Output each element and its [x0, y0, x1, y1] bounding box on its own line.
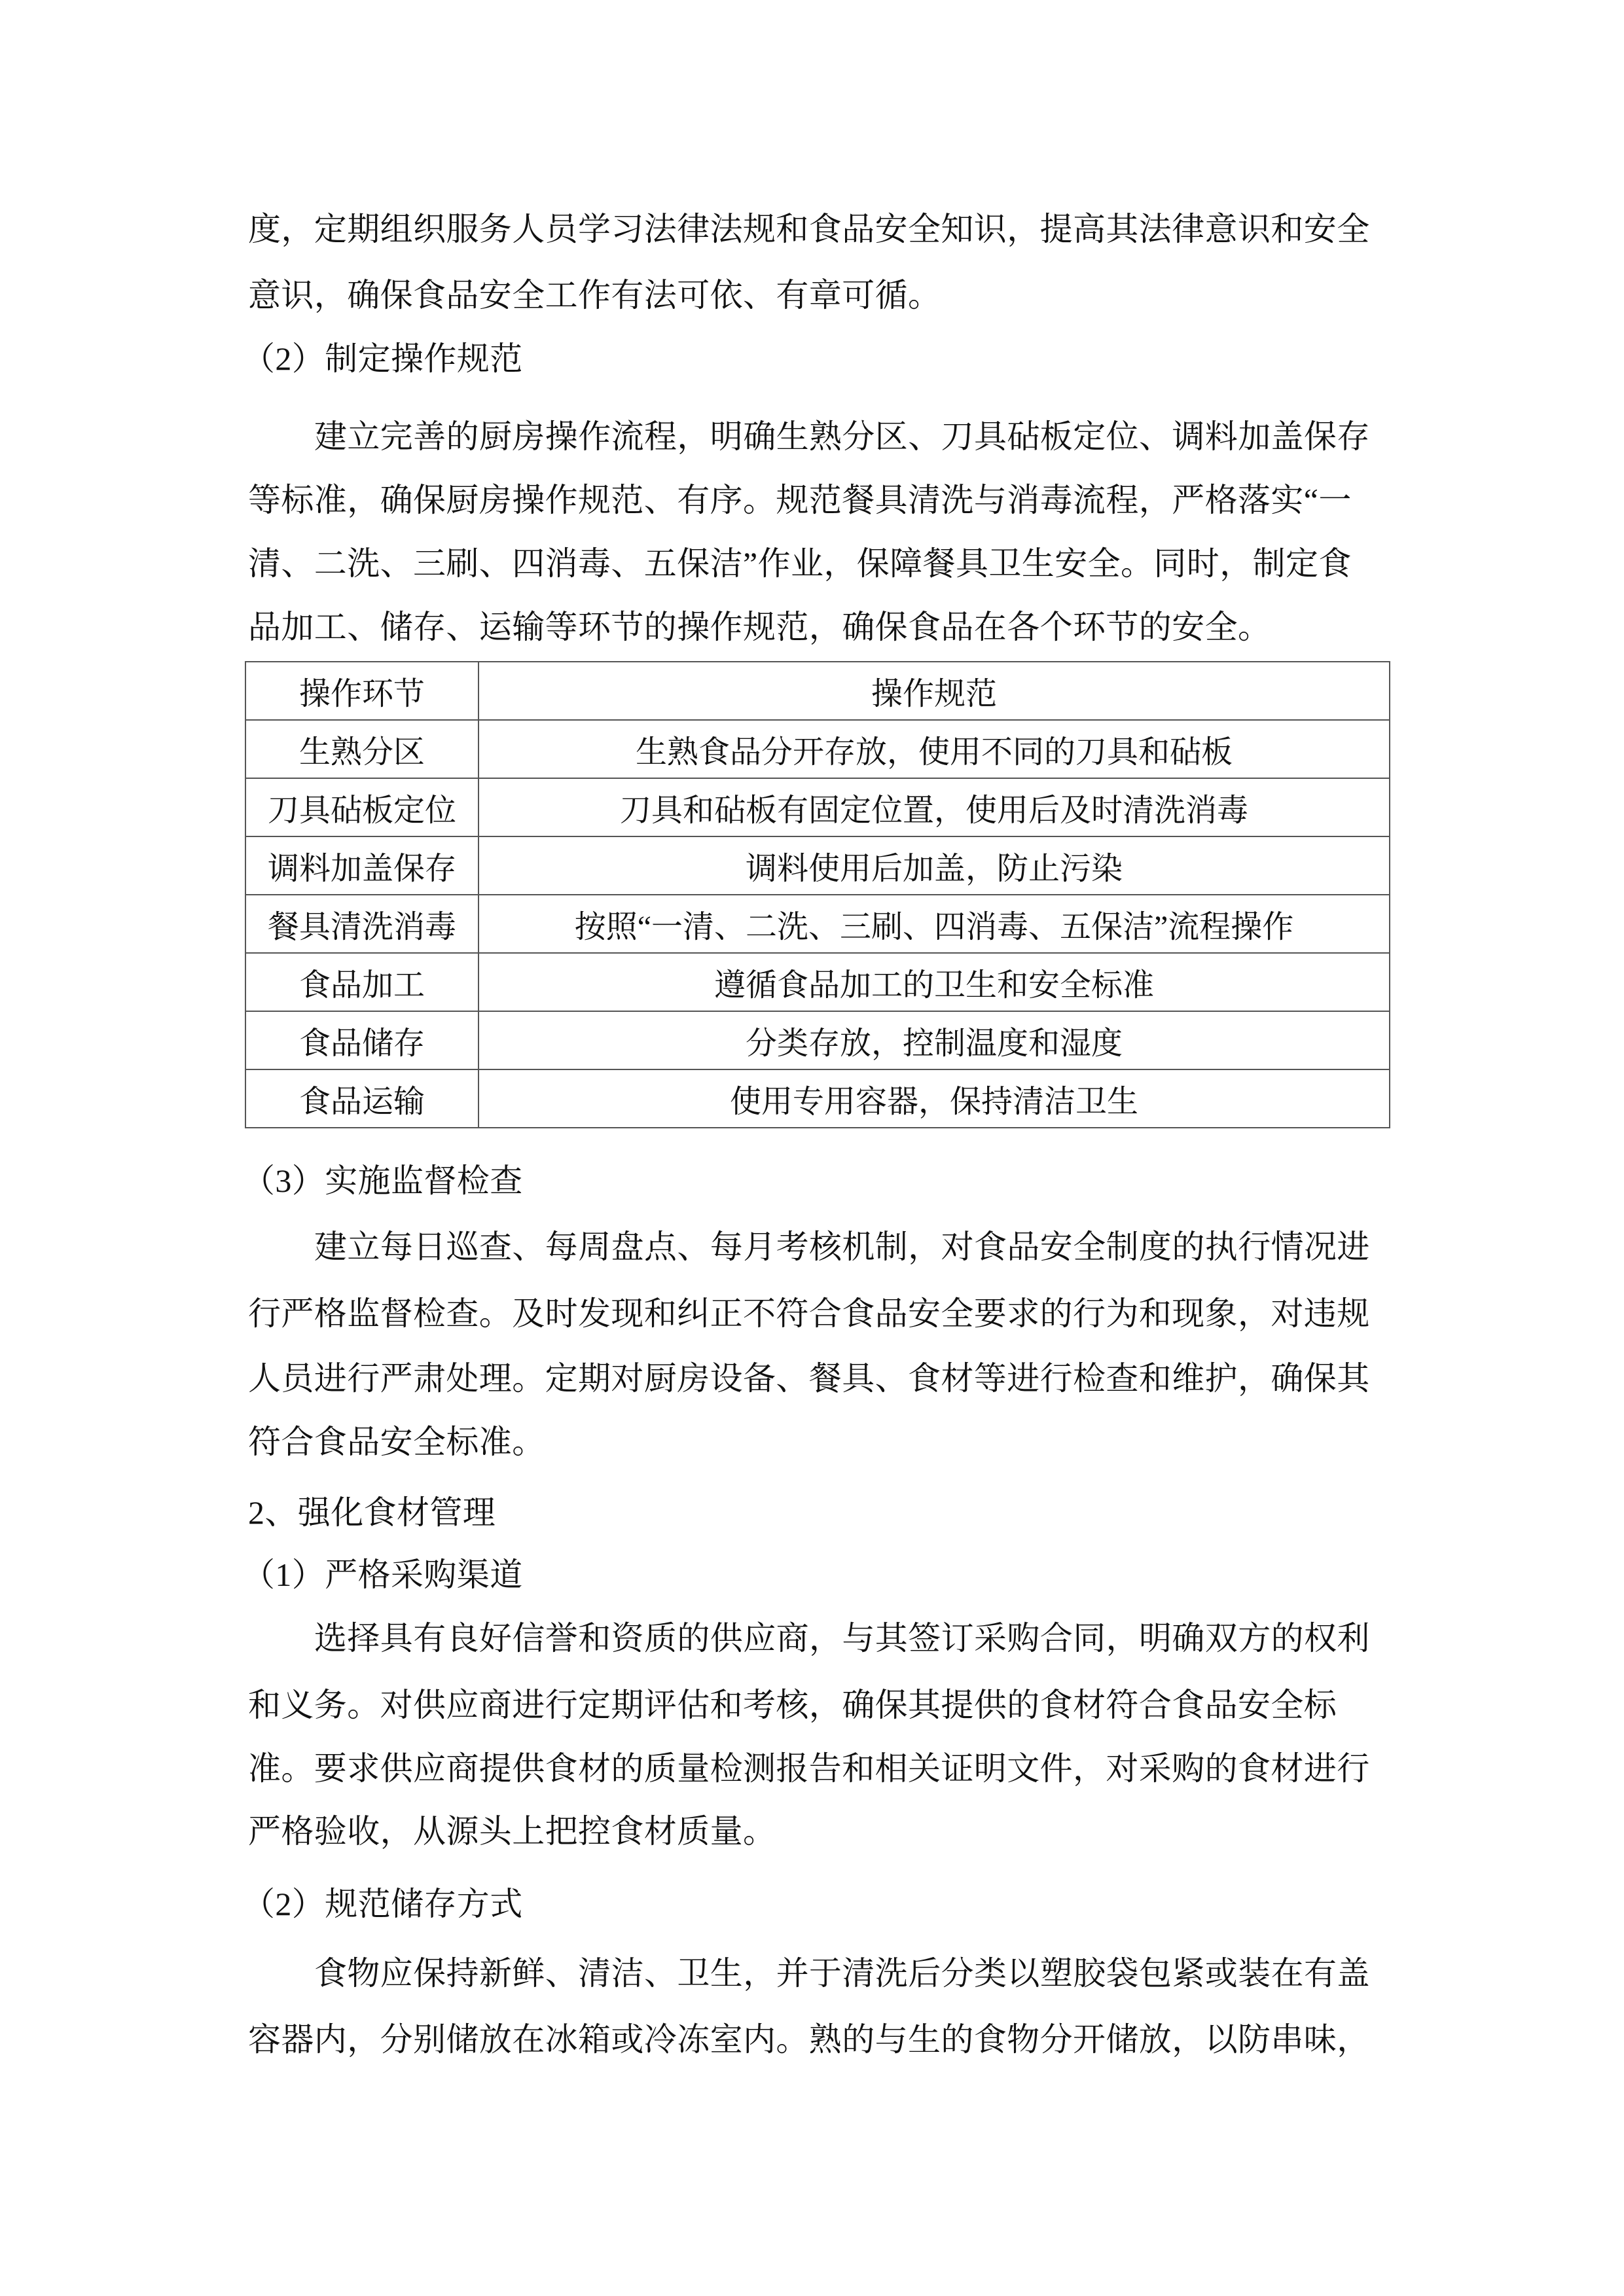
cell-spec: 遵循食品加工的卫生和安全标准 [478, 953, 1390, 1011]
cell-spec: 使用专用容器，保持清洁卫生 [478, 1069, 1390, 1128]
cell-spec: 刀具和砧板有固定位置，使用后及时清洗消毒 [478, 778, 1390, 836]
subheading: （2）规范储存方式 [242, 1886, 523, 1922]
cell-spec: 调料使用后加盖，防止污染 [478, 836, 1390, 895]
table-row [245, 1011, 1390, 1069]
table-row [245, 778, 1390, 836]
paragraph-line: 符合食品安全标准。 [248, 1424, 545, 1460]
section-heading: 2、强化食材管理 [248, 1494, 496, 1531]
cell-spec: 分类存放，控制温度和湿度 [478, 1011, 1390, 1069]
table-row [245, 720, 1390, 778]
heading-2: （2）制定操作规范 [242, 340, 523, 377]
header-cell: 操作规范 [478, 662, 1390, 720]
paragraph-line: 容器内，分别储放在冰箱或冷冻室内。熟的与生的食物分开储放，以防串味， [248, 2021, 1370, 2058]
cell-step: 生熟分区 [245, 720, 478, 778]
paragraph-line: 和义务。对供应商进行定期评估和考核，确保其提供的食材符合食品安全标 [248, 1687, 1337, 1723]
paragraph-line: 准。要求供应商提供食材的质量检测报告和相关证明文件，对采购的食材进行 [248, 1750, 1370, 1787]
paragraph-line: 人员进行严肃处理。定期对厨房设备、餐具、食材等进行检查和维护，确保其 [248, 1360, 1370, 1397]
cell-spec: 按照“一清、二洗、三刷、四消毒、五保洁”流程操作 [478, 895, 1390, 953]
heading-3: （3）实施监督检查 [242, 1162, 523, 1199]
paragraph-line: 建立每日巡查、每周盘点、每月考核机制，对食品安全制度的执行情况进 [314, 1229, 1370, 1265]
paragraph-line: 品加工、储存、运输等环节的操作规范，确保食品在各个环节的安全。 [248, 609, 1271, 645]
paragraph-line: 清、二洗、三刷、四消毒、五保洁”作业，保障餐具卫生安全。同时，制定食 [248, 545, 1352, 582]
cell-step: 食品储存 [245, 1011, 478, 1069]
table-row [245, 836, 1390, 895]
paragraph-line: 等标准，确保厨房操作规范、有序。规范餐具清洗与消毒流程，严格落实“一 [248, 482, 1352, 518]
operation-spec-table [245, 661, 1390, 1128]
paragraph-line: 建立完善的厨房操作流程，明确生熟分区、刀具砧板定位、调料加盖保存 [314, 418, 1370, 455]
table-header-row [245, 662, 1390, 720]
cell-step: 调料加盖保存 [245, 836, 478, 895]
paragraph-line: 行严格监督检查。及时发现和纠正不符合食品安全要求的行为和现象，对违规 [248, 1295, 1370, 1332]
paragraph-line: 严格验收，从源头上把控食材质量。 [248, 1813, 776, 1850]
cell-step: 餐具清洗消毒 [245, 895, 478, 953]
cell-step: 食品加工 [245, 953, 478, 1011]
table-row [245, 895, 1390, 953]
paragraph-line: 度，定期组织服务人员学习法律法规和食品安全知识，提高其法律意识和安全 [248, 211, 1370, 247]
cell-step: 刀具砧板定位 [245, 778, 478, 836]
paragraph-line: 意识，确保食品安全工作有法可依、有章可循。 [248, 277, 941, 314]
paragraph-line: 食物应保持新鲜、清洁、卫生，并于清洗后分类以塑胶袋包紧或装在有盖 [314, 1955, 1370, 1992]
cell-spec: 生熟食品分开存放，使用不同的刀具和砧板 [478, 720, 1390, 778]
subheading: （1）严格采购渠道 [242, 1556, 523, 1593]
cell-step: 食品运输 [245, 1069, 478, 1128]
paragraph-line: 选择具有良好信誉和资质的供应商，与其签订采购合同，明确双方的权利 [314, 1620, 1370, 1657]
table-row [245, 1069, 1390, 1128]
header-cell: 操作环节 [245, 662, 478, 720]
table-row [245, 953, 1390, 1011]
